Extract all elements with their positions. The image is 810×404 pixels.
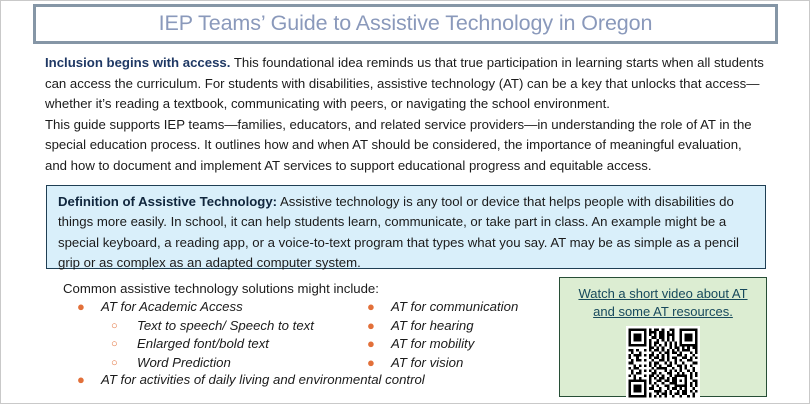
bullet-circle-icon: ○: [111, 356, 118, 369]
list-item: [63, 354, 363, 373]
list-item: [63, 298, 363, 317]
solutions-final-bullet-row: [63, 371, 543, 390]
qr-code-icon[interactable]: [626, 326, 700, 400]
document-title-banner: [33, 4, 778, 44]
list-item: [357, 298, 557, 317]
list-item-label: AT for Academic Access: [101, 299, 243, 314]
list-item: [357, 335, 557, 354]
intro-lead-in: Inclusion begins with access.: [45, 55, 231, 70]
list-item-label: AT for vision: [391, 354, 464, 370]
bullet-dot-icon: ●: [367, 317, 375, 333]
solutions-heading: Common assistive technology solutions might include:: [63, 281, 379, 296]
intro-paragraph-1-body: This foundational idea reminds us that true participation in learning starts when all students can access the curriculum. For students with disabilities, assistive technology (AT) can be a key that unlocks that access—whether it’s reading a textbook, communicating with peers, or navigating the school environment.: [45, 55, 764, 112]
list-item-label: Word Prediction: [137, 354, 231, 370]
list-item: [63, 371, 543, 390]
solutions-list-final: [63, 371, 543, 390]
bullet-circle-icon: ○: [111, 319, 118, 332]
list-item: [63, 317, 363, 336]
page-title: IEP Teams’ Guide to Assistive Technology in Oregon: [158, 11, 653, 36]
video-link-line-1[interactable]: Watch a short video about AT: [578, 286, 748, 301]
video-resources-callout: [559, 277, 767, 397]
intro-paragraph-1: [45, 53, 765, 115]
definition-callout: [46, 185, 766, 269]
bullet-dot-icon: ●: [367, 299, 375, 314]
list-item-label: AT for hearing: [391, 317, 474, 333]
list-item: [357, 354, 557, 373]
list-item-label: Text to speech/ Speech to text: [137, 317, 314, 333]
solutions-list-column-a: [63, 298, 363, 372]
list-item-label: Enlarged font/bold text: [137, 336, 269, 352]
intro-section: [45, 53, 765, 177]
list-item: [357, 317, 557, 336]
intro-paragraph-2: This guide supports IEP teams—families, educators, and related service providers—in understanding the role of AT in the special education process. It outlines how and when AT should be considered, the importance of meaningful evaluation, and how to document and implement AT services to support educational progress and equitable access.: [45, 116, 752, 173]
bullet-dot-icon: ●: [77, 299, 85, 314]
definition-label: Definition of Assistive Technology:: [58, 194, 278, 209]
bullet-dot-icon: ●: [367, 336, 375, 352]
solutions-list-a: [63, 298, 363, 317]
definition-body: Assistive technology is any tool or device that helps people with disabilities do things more easily. In school, it can help students learn, communicate, or take part in class. An example might be a special keyboard, a reading app, or a voice-to-text program that types what you say. AT may be as simple as a pencil grip or as complex as an adapted computer system.: [58, 194, 739, 271]
solutions-sublist-a: [63, 317, 363, 373]
list-item-label: AT for mobility: [391, 336, 475, 352]
list-item-label: AT for communication: [391, 299, 519, 314]
bullet-circle-icon: ○: [111, 338, 118, 351]
list-item-label: AT for activities of daily living and environmental control: [101, 372, 425, 387]
definition-text: [58, 192, 754, 274]
video-link-line-2[interactable]: and some AT resources.: [593, 304, 733, 320]
solutions-list-column-b: [357, 298, 557, 372]
list-item: [63, 335, 363, 354]
bullet-dot-icon: ●: [367, 354, 375, 370]
bullet-dot-icon: ●: [77, 372, 85, 387]
solutions-list-b: [357, 298, 557, 372]
